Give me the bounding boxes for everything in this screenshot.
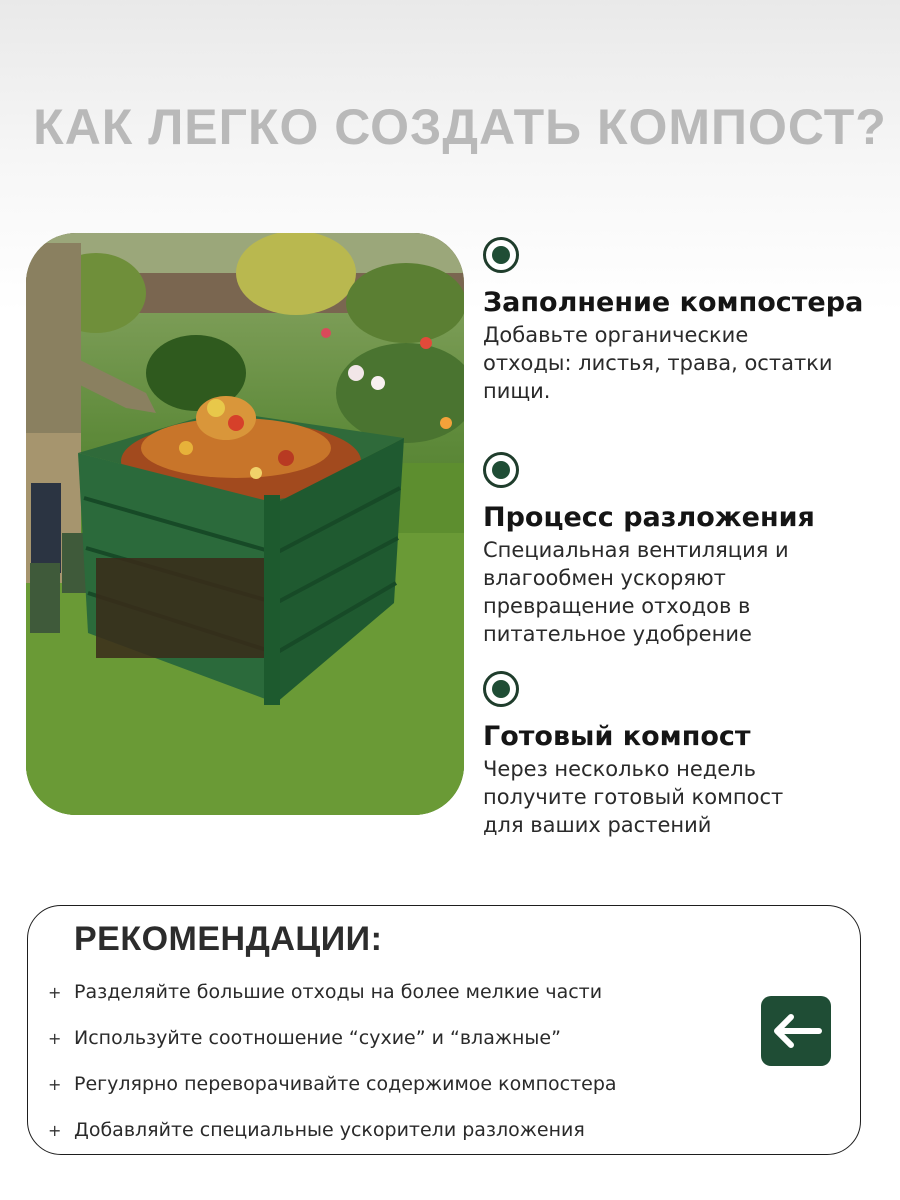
- radio-dot-icon: [483, 237, 519, 273]
- list-item: [48, 1107, 617, 1153]
- step-ready: [483, 671, 893, 839]
- recommendations-title: РЕКОМЕНДАЦИИ:: [74, 920, 383, 958]
- recommendation-text: Регулярно переворачивайте содержимое компостера: [74, 1073, 617, 1095]
- step-description: Через несколько недель получите готовый компост для ваших растений: [483, 757, 784, 837]
- step-title: Заполнение компостера: [483, 287, 864, 318]
- recommendation-text: Добавляйте специальные ускорители разложения: [74, 1119, 585, 1141]
- radio-dot-icon: [483, 452, 519, 488]
- list-item: [48, 1015, 617, 1061]
- list-item: [48, 1061, 617, 1107]
- page-title: КАК ЛЕГКО СОЗДАТЬ КОМПОСТ?: [33, 99, 887, 155]
- recommendation-text: Разделяйте большие отходы на более мелкие части: [74, 981, 603, 1003]
- step-decomposition: [483, 452, 893, 648]
- plus-icon: +: [48, 982, 62, 1002]
- list-item: [48, 969, 617, 1015]
- composter-photo: [26, 233, 464, 815]
- step-title: Готовый компост: [483, 721, 751, 752]
- step-description: Специальная вентиляция и влагообмен ускоряют превращение отходов в питательное удобрение: [483, 538, 789, 646]
- step-title: Процесс разложения: [483, 502, 815, 533]
- recommendations-list: [48, 969, 617, 1153]
- radio-dot-icon: [483, 671, 519, 707]
- recommendations-box: [27, 905, 861, 1155]
- recommendation-text: Используйте соотношение “сухие” и “влажные”: [74, 1027, 561, 1049]
- plus-icon: +: [48, 1028, 62, 1048]
- arrow-left-icon: [769, 1011, 823, 1051]
- plus-icon: +: [48, 1074, 62, 1094]
- step-description: Добавьте органические отходы: листья, трава, остатки пищи.: [483, 323, 833, 403]
- back-arrow-button[interactable]: [761, 996, 831, 1066]
- step-filling: [483, 237, 893, 405]
- plus-icon: +: [48, 1120, 62, 1140]
